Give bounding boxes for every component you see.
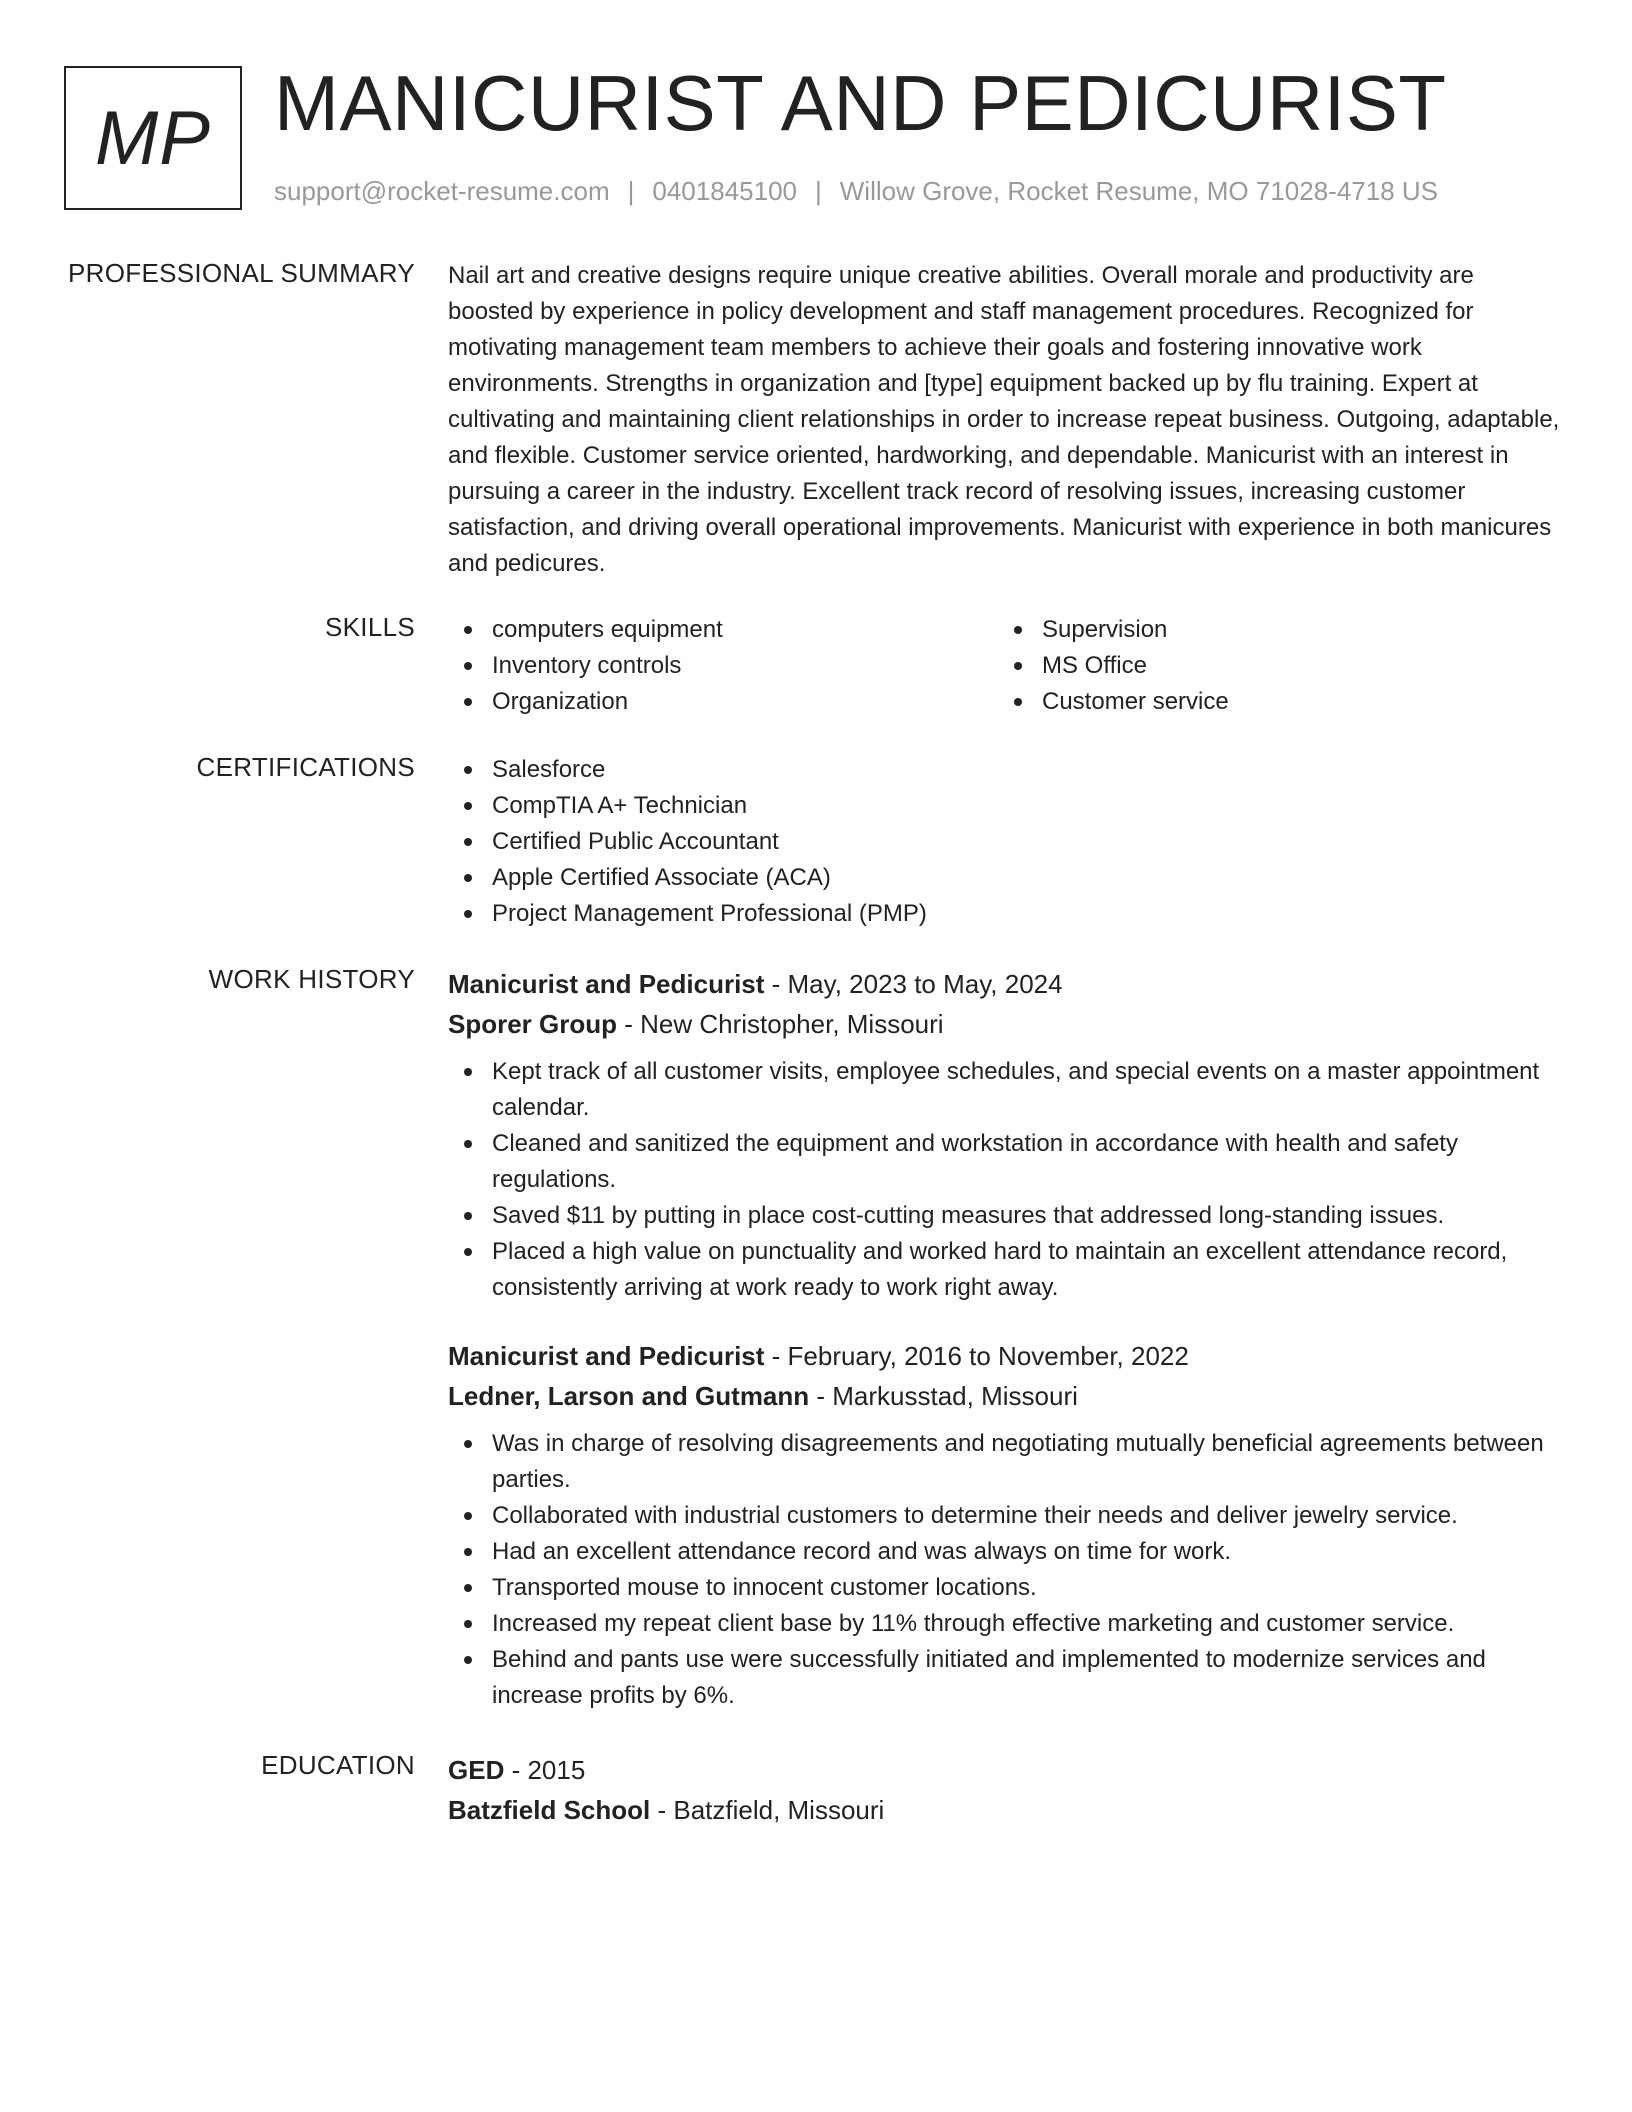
certifications-list xyxy=(448,752,1560,932)
job-bullet: Saved $11 by putting in place cost-cutting measures that addressed long-standing issues. xyxy=(448,1198,1560,1234)
contact-line xyxy=(274,176,1438,207)
job-role: Manicurist and Pedicurist xyxy=(448,969,765,999)
skills-list-left xyxy=(448,612,998,720)
skills-list-right xyxy=(998,612,1548,720)
certification-item: Apple Certified Associate (ACA) xyxy=(448,860,1560,896)
section-title-summary: PROFESSIONAL SUMMARY xyxy=(68,258,415,288)
job-bullet: Placed a high value on punctuality and worked hard to maintain an excellent attendance record, consistently arriving at work ready to work right away. xyxy=(448,1234,1560,1306)
job-dates: - May, 2023 to May, 2024 xyxy=(764,969,1063,999)
education-body xyxy=(448,1750,1560,1830)
skill-item: Customer service xyxy=(998,684,1548,720)
job-entry xyxy=(448,1336,1560,1714)
job-bullet: Increased my repeat client base by 11% through effective marketing and customer service. xyxy=(448,1606,1560,1642)
education-school-line xyxy=(448,1790,1560,1830)
job-bullet: Behind and pants use were successfully initiated and implemented to modernize services and increase profits by 6%. xyxy=(448,1642,1560,1714)
job-role-line xyxy=(448,1336,1560,1376)
job-bullet: Transported mouse to innocent customer locations. xyxy=(448,1570,1560,1606)
skill-item: computers equipment xyxy=(448,612,998,648)
job-dates: - February, 2016 to November, 2022 xyxy=(764,1341,1189,1371)
skill-item: Supervision xyxy=(998,612,1548,648)
job-company: Sporer Group xyxy=(448,1009,618,1039)
job-bullet: Cleaned and sanitized the equipment and workstation in accordance with health and safety regulations. xyxy=(448,1126,1560,1198)
job-company-line xyxy=(448,1004,1560,1044)
job-bullet: Collaborated with industrial customers to determine their needs and deliver jewelry service. xyxy=(448,1498,1560,1534)
contact-separator: | xyxy=(627,176,635,206)
certifications-body xyxy=(448,752,1560,932)
skill-item: Organization xyxy=(448,684,998,720)
section-title-skills: SKILLS xyxy=(325,612,415,642)
work-body xyxy=(448,964,1560,1714)
job-role: Manicurist and Pedicurist xyxy=(448,1341,765,1371)
job-bullets xyxy=(448,1054,1560,1306)
certification-item: Salesforce xyxy=(448,752,1560,788)
job-company: Ledner, Larson and Gutmann xyxy=(448,1381,810,1411)
education-school: Batzfield School xyxy=(448,1795,651,1825)
certification-item: Certified Public Accountant xyxy=(448,824,1560,860)
monogram: MP xyxy=(64,66,242,210)
job-bullets xyxy=(448,1426,1560,1714)
job-bullet: Was in charge of resolving disagreements and negotiating mutually beneficial agreements between parties. xyxy=(448,1426,1560,1498)
section-title-certifications: CERTIFICATIONS xyxy=(196,752,415,782)
summary-text: Nail art and creative designs require unique creative abilities. Overall morale and productivity are boosted by experience in policy development and staff management procedures. Recognized for motivating management team members to achieve their goals and fostering innovative work environments. Strengths in organization and [type] equipment backed up by flu training. Expert at cultivating and maintaining client relationships in order to increase repeat business. Outgoing, adaptable, and flexible. Customer service oriented, hardworking, and dependable. Manicurist with an interest in pursuing a career in the industry. Excellent track record of resolving issues, increasing customer satisfaction, and driving overall operational improvements. Manicurist with experience in both manicures and pedicures. xyxy=(448,262,1560,577)
education-degree-line xyxy=(448,1750,1560,1790)
page-title: MANICURIST AND PEDICURIST xyxy=(274,59,1447,147)
job-company-line xyxy=(448,1376,1560,1416)
skill-item: Inventory controls xyxy=(448,648,998,684)
education-year: - 2015 xyxy=(504,1755,586,1785)
skill-item: MS Office xyxy=(998,648,1548,684)
contact-phone: 0401845100 xyxy=(652,176,797,206)
job-role-line xyxy=(448,964,1560,1004)
skills-columns xyxy=(448,612,1560,720)
contact-separator: | xyxy=(815,176,822,206)
section-title-work: WORK HISTORY xyxy=(208,964,415,994)
job-location: - New Christopher, Missouri xyxy=(617,1009,944,1039)
education-location: - Batzfield, Missouri xyxy=(650,1795,885,1825)
contact-email: support@rocket-resume.com xyxy=(274,176,610,206)
job-bullet: Had an excellent attendance record and was always on time for work. xyxy=(448,1534,1560,1570)
education-degree: GED xyxy=(448,1755,505,1785)
job-location: - Markusstad, Missouri xyxy=(809,1381,1078,1411)
contact-address: Willow Grove, Rocket Resume, MO 71028-4718 US xyxy=(839,176,1438,206)
certification-item: Project Management Professional (PMP) xyxy=(448,896,1560,932)
job-bullet: Kept track of all customer visits, employee schedules, and special events on a master appointment calendar. xyxy=(448,1054,1560,1126)
certification-item: CompTIA A+ Technician xyxy=(448,788,1560,824)
section-title-education: EDUCATION xyxy=(261,1750,415,1780)
job-entry xyxy=(448,964,1560,1306)
